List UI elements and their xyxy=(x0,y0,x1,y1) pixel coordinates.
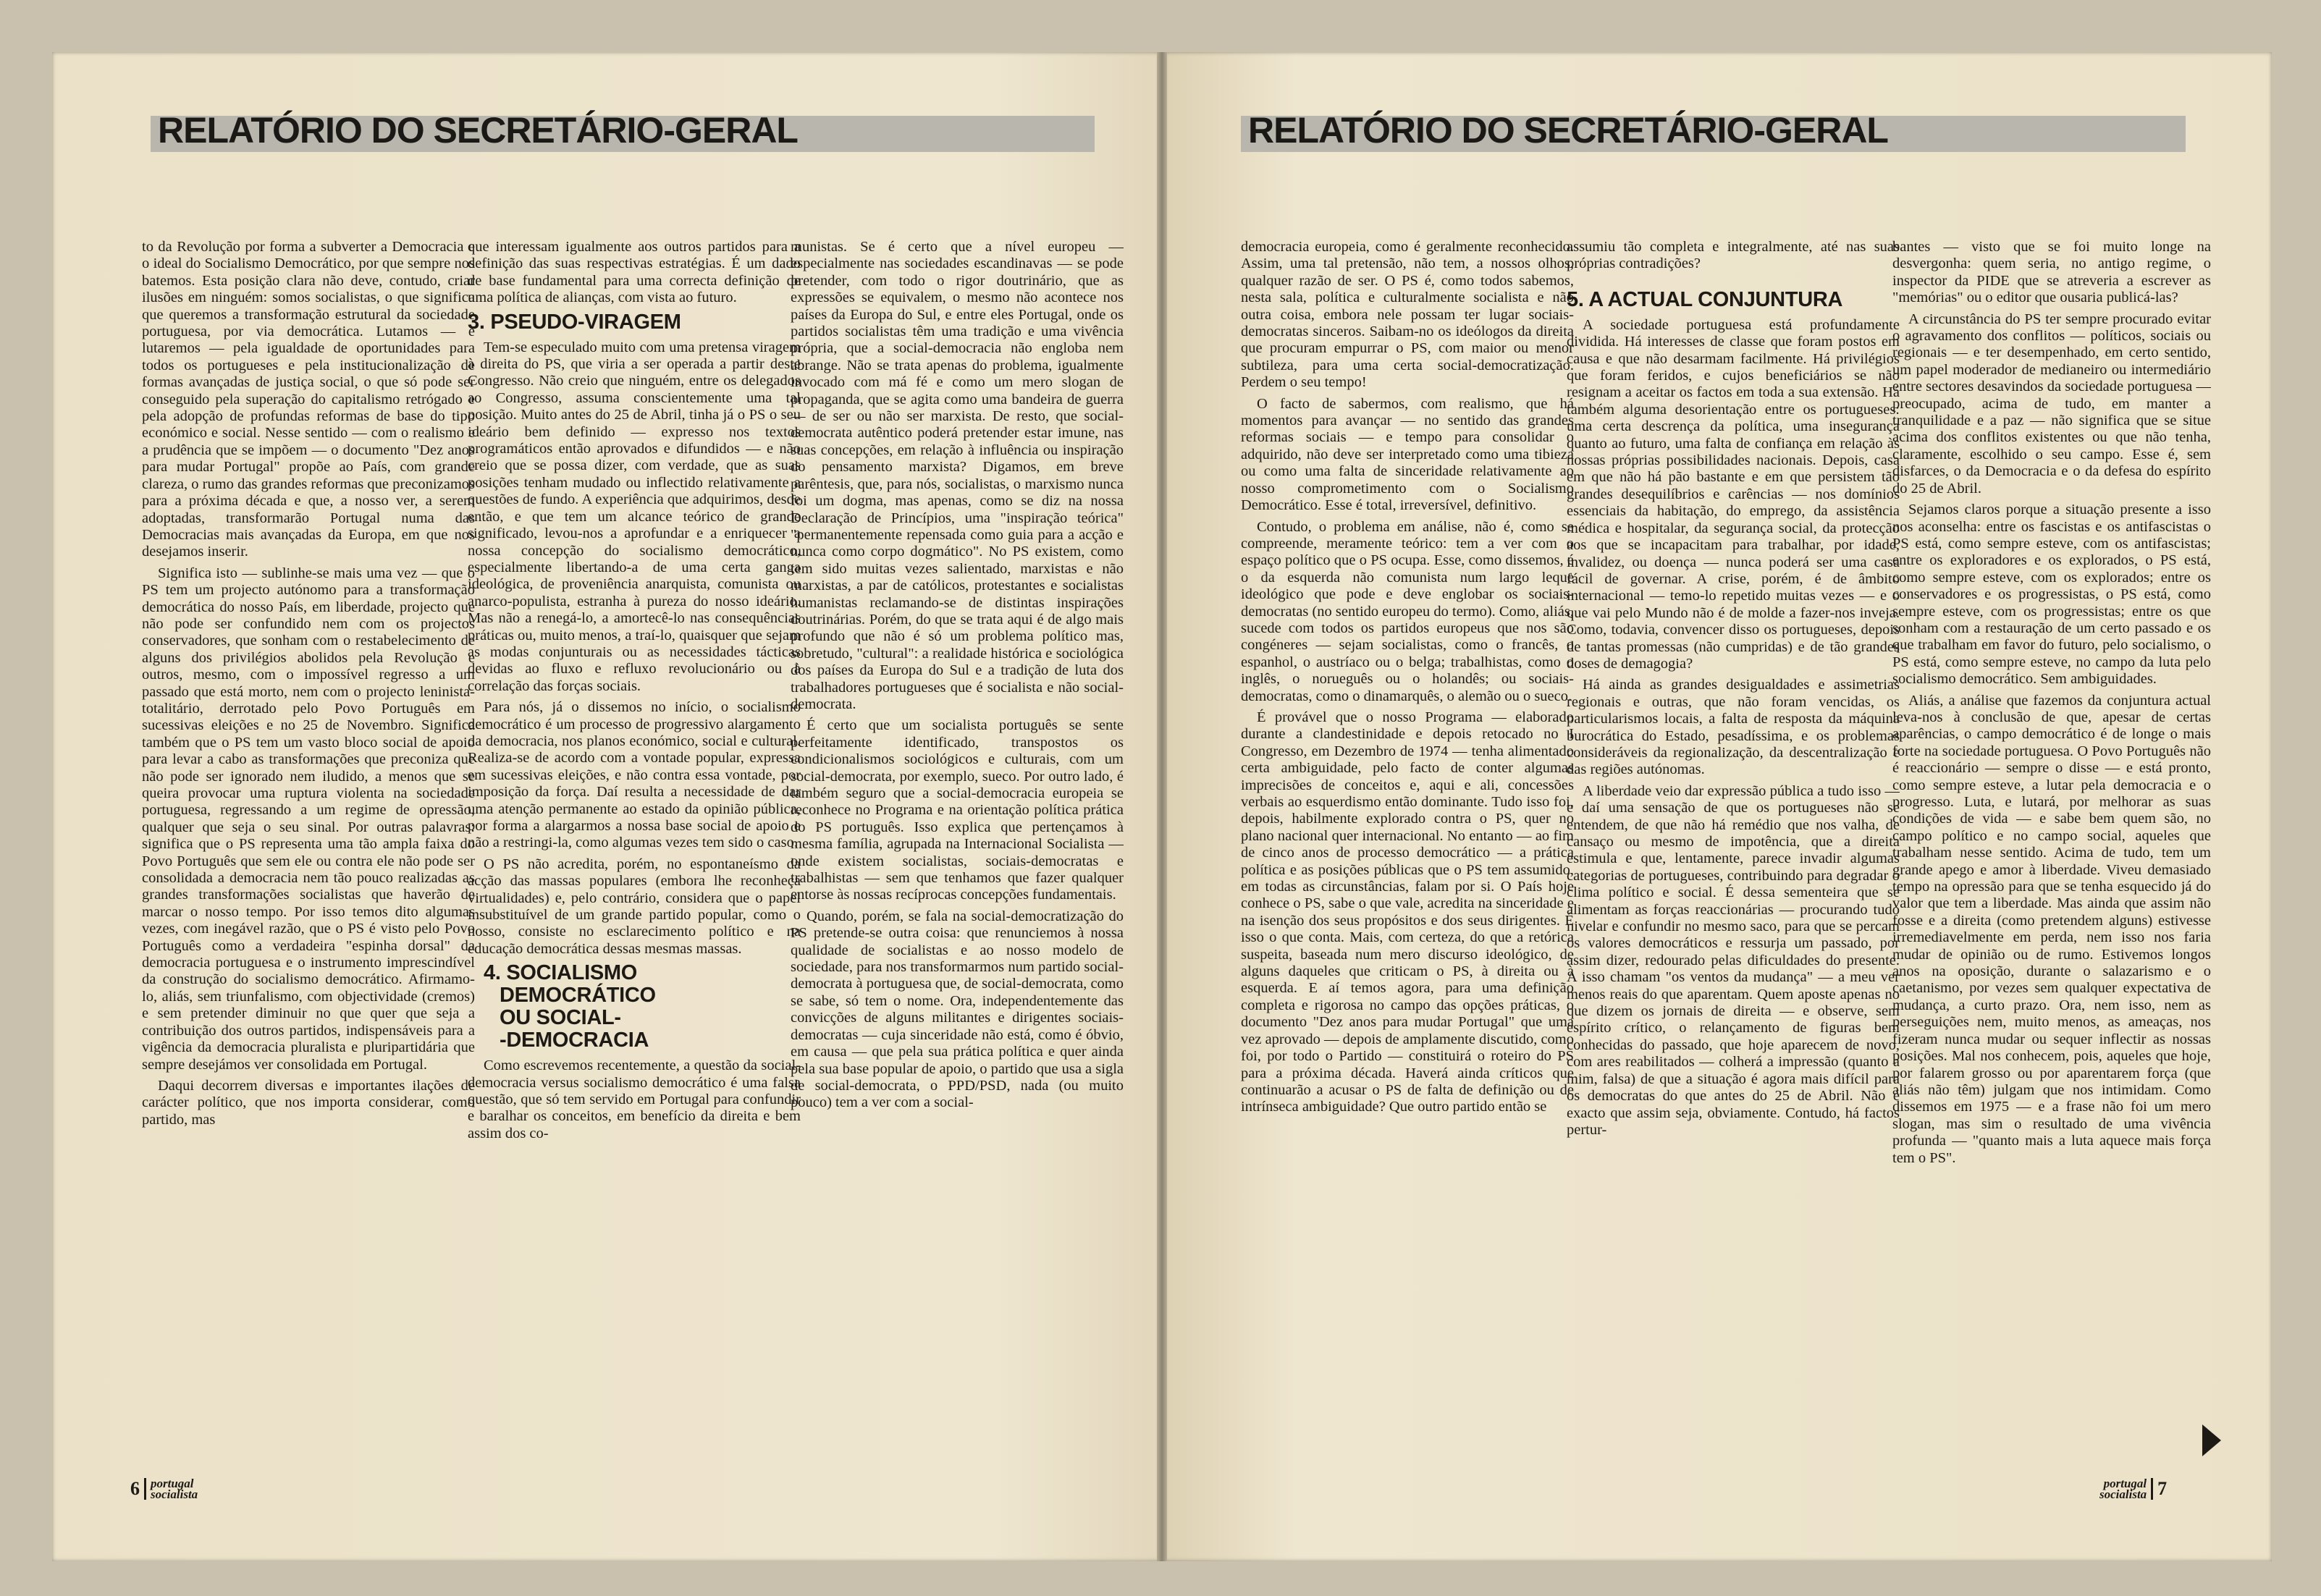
page-number-right: 7 xyxy=(2157,1478,2168,1499)
subheading-pseudo-viragem: 3. PSEUDO-VIRAGEM xyxy=(468,310,681,334)
folio-divider-right xyxy=(2151,1478,2153,1500)
page-number-left: 6 xyxy=(130,1478,140,1499)
column-6 xyxy=(1892,239,2211,1469)
paragraph: Há ainda as grandes desigualdades e assimetrias regionais e outras, que não foram vencidas, os particularismos locais, a falta de resposta da máquina burocrática do Estado, pesadíssima, e os problemas consideráveis da regionalização, da descentralização e das regiões autónomas. xyxy=(1567,677,1900,778)
paragraph: Tem-se especulado muito com uma pretensa viragem à direita do PS, que viria a ser operada a partir deste Congresso. Não creio que ninguém, entre os delegados ao Congresso, assuma conscientemente uma tal posição. Muito antes do 25 de Abril, tinha já o PS o seu ideário bem definido — expresso nos textos programáticos então aprovados e difundidos — e não creio que se possa dizer, com verdade, que as suas posições tenham mudado ou inflectido relativamente a questões de fundo. A experiência que adquirimos, desde então, e que tem um alcance teórico de grande significado, levou-nos a aprofundar e a enriquecer a nossa concepção do socialismo democrático, especialmente libertando-a de uma certa ganga ideológica, de proveniência anarquista, comunista ou anarco-populista, estranha à pureza do nosso ideário. Mas não a renegá-lo, a amortecê-lo nas consequências práticas ou, muito menos, a traí-lo, quaisquer que sejam as modas conjunturais ou as necessidades tácticas devidas ao fluxo e refluxo revolucionário ou à correlação das forças sociais. xyxy=(468,339,801,694)
paragraph: bantes — visto que se foi muito longe na desvergonha: quem seria, no antigo regime, o inspector da PIDE que se atreveria a escrever as "memórias" ou o editor que ousaria publicá-las? xyxy=(1892,239,2211,306)
folio-left xyxy=(130,1478,198,1500)
paragraph: Aliás, a análise que fazemos da conjuntura actual leva-nos à conclusão de que, apesar de certas aparências, o campo democrático é de longe o mais forte na sociedade portuguesa. O Povo Português não é reaccionário — sempre o disse — e está pronto, como sempre esteve, a lutar pela democracia e o progresso. Luta, e lutará, por melhorar as suas condições de vida — e sabe bem quem são, no campo político e no campo social, aqueles que trabalham nesse sentido. Acima de tudo, tem um grande apego e amor à liberdade. Viveu demasiado tempo na opressão para que se tenha esquecido já do valor que tem a liberdade. Mas ainda que assim não fosse e a direita (como pretendem alguns) estivesse irremediavelmente em perda, nem isso nos faria mudar de opinião ou de rumo. Estivemos longos anos na oposição, durante o salazarismo e o caetanismo, por vezes sem qualquer expectativa de mudança, a curto prazo. Ora, nem isso, nem as perseguições nem, muito menos, as ameaças, nos fizeram nunca mudar ou sequer inflectir as nossas posições. Mal nos conhecem, pois, aqueles que hoje, por falarem grosso ou por aparentarem força (que aliás não têm) julgam que nos intimidam. Como dissemos em 1975 — e a frase não foi um mero slogan, mas sim o resultado de uma vivência profunda — "quanto mais a luta aquece mais força tem o PS". xyxy=(1892,692,2211,1166)
paragraph: O PS não acredita, porém, no espontaneísmo da acção das massas populares (embora lhe reconheça virtualidades) e, pelo contrário, considera que o papel insubstituível de um grande partido popular, como o nosso, consiste no esclarecimento político e na educação democrática dessas mesmas massas. xyxy=(468,856,801,957)
paragraph: Contudo, o problema em análise, não é, como se compreende, meramente teórico: tem a ver com o espaço político que o PS ocupa. Esse, como dissemos, é o da esquerda não comunista num largo leque ideológico que pode e deve englobar os sociais-democratas (no sentido europeu do termo). Como, aliás, sucede com todos os partidos europeus que nos são congéneres — sejam socialistas, como o francês, o espanhol, o austríaco ou o belga; trabalhistas, como o inglês, o norueguês ou o holandês; ou sociais-democratas, como o dinamarquês, o alemão ou o sueco. xyxy=(1241,518,1574,704)
brand-logo-right: portugal socialista xyxy=(2099,1477,2147,1501)
paragraph: Quando, porém, se fala na social-democratização do PS pretende-se outra coisa: que renunciemos à nossa qualidade de socialistas e ao nosso modelo de sociedade, para nos transformarmos num partido social-democrata à portuguesa que, de social-democrata, como se sabe, só tem o nome. Ora, independentemente das convicções de alguns militantes e dirigentes sociais-democratas — cuja sinceridade não está, como é óbvio, em causa — que pela sua prática política e quer ainda pela sua base popular de apoio, o partido que usa a sigla de social-democrata, o PPD/PSD, nada (ou muito pouco) tem a ver com a social- xyxy=(791,908,1124,1111)
binding-gutter xyxy=(1157,52,1167,1561)
brand-logo-left: portugal socialista xyxy=(151,1477,198,1501)
heading-line: 4. SOCIALISMO xyxy=(484,961,638,985)
paragraph: assumiu tão completa e integralmente, até nas suas próprias contradições? xyxy=(1567,239,1900,272)
column-3 xyxy=(791,239,1124,1469)
column-5-intro xyxy=(1567,239,1900,273)
paragraph: Significa isto — sublinhe-se mais uma vez — que o PS tem um projecto autónomo para a transformação democrática do nosso País, em liberdade, projecto que não pode ser confundido nem com os projectos conservadores, que sonham com o restabelecimento de alguns dos privilégios abolidos pela Revolução e outros, mesmo, com o impossível regresso a um passado que está morto, nem com o projecto leninista-totalitário, derrotado pelo Povo Português em sucessivas eleições e no 25 de Novembro. Significa também que o PS tem um vasto bloco social de apoio para levar a cabo as transformações que preconiza que não pode ser ignorado nem iludido, a menos que se queira provocar uma ruptura violenta na sociedade portuguesa, regressando a um regime de opressão, qualquer que seja o seu sinal. Por outras palavras: significa que o PS representa uma tão ampla faixa do Povo Português que sem ele ou contra ele não pode ser consolidada a democracia nem tão pouco realizadas as grandes transformações socialistas que haverão de marcar o nosso tempo. Por isso temos dito algumas vezes, com inegável razão, que o PS é visto pelo Povo Português como a verdadeira "espinha dorsal" da democracia portuguesa e o instrumento imprescindível da construção do socialismo democrático. Afirmamo-lo, aliás, sem triunfalismo, com objectividade (cremos) e sem pretender diminuir no que quer que seja a contribuição dos outros partidos, indispensáveis para a vigência da democracia pluralista e pluripartidária que sempre desejámos ver consolidada em Portugal. xyxy=(142,565,475,1073)
folio-right xyxy=(2099,1478,2167,1500)
paragraph: É provável que o nosso Programa — elaborado durante a clandestinidade e depois retocado no I Congresso, em Dezembro de 1974 — tenha alimentado certa ambiguidade, pelo facto de conter algumas imprecisões de conceitos e, aqui e ali, concessões verbais ao esquerdismo então dominante. Tudo isso foi, depois, habilmente explorado contra o PS, quer no plano nacional quer internacional. No entanto — ao fim de cinco anos de processo democrático — a prática política e as posições públicas que o PS tem assumido, em todas as circunstâncias, falam por si. O País hoje conhece o PS, sabe o que vale, acredita na sinceridade e na isenção dos seus propósitos e dos seus dirigentes. É isso o que conta. Mais, com certeza, do que a retórica suspeita, baseada num mero discurso ideológico, de alguns daqueles que criticam o PS, à direita ou à esquerda. E aí temos agora, para uma definição completa e rigorosa no campo das opções práticas, o documento "Dez anos para mudar Portugal" que uma vez aprovado — depois de amplamente discutido, como foi, por todo o Partido — constituirá o roteiro do PS para a próxima década. Haverá ainda críticos que continuarão a acusar o PS de falta de definição ou de intrínseca ambiguidade? Que outro partido então se xyxy=(1241,709,1574,1115)
paragraph: to da Revolução por forma a subverter a Democracia e o ideal do Socialismo Democrático, por que sempre nos batemos. Esta posição clara não deve, contudo, criar ilusões em ninguém: somos socialistas, o que significa que queremos a transformação estrutural da sociedade portuguesa, por via democrática. Lutamos — e lutaremos — pela igualdade de oportunidades para todos os portugueses e pela institucionalização de formas avançadas de justiça social, o que só pode ser conseguido pela superação do capitalismo retrógado e pela adopção de profundas reformas de base do tipo económico e social. Nesse sentido — com o realismo e a prudência que se impõem — o documento "Dez anos para mudar Portugal" propõe ao País, com grande clareza, o rumo das grandes reformas que preconizamos para a próxima década e que, a nosso ver, a serem adoptadas, transformarão Portugal numa das Democracias mais avançadas da Europa, em que nos desejamos inserir. xyxy=(142,239,475,560)
column-2-intro xyxy=(468,239,801,307)
column-1 xyxy=(142,239,475,1469)
heading-line: DEMOCRÁTICO xyxy=(500,984,656,1008)
column-4 xyxy=(1241,239,1574,1469)
paragraph: Como escrevemos recentemente, a questão da social-democracia versus socialismo democrático é uma falsa questão, que só tem servido em Portugal para confundir e baralhar os conceitos, em benefício da direita e bem assim dos co- xyxy=(468,1057,801,1141)
subheading-socialismo-democratico xyxy=(468,962,801,1052)
paragraph: A circunstância do PS ter sempre procurado evitar o agravamento dos conflitos — políticos, sociais ou regionais — e ter desempenhado, em certo sentido, um papel moderador de medianeiro ou intermediário entre sectores desavindos da sociedade portuguesa — preocupado, acima de tudo, em manter a tranquilidade e a paz — não significa que se situe acima dos conflitos existentes ou que não tenha, claramente, escolhido o seu campo. Esse é, sem disfarces, o da Democracia e o da defesa do espírito do 25 de Abril. xyxy=(1892,311,2211,497)
paragraph: Sejamos claros porque a situação presente a isso nos aconselha: entre os fascistas e os antifascistas o PS está, como sempre esteve, com os antifascistas; entre os exploradores e os explorados, o PS está, como sempre esteve, com os explorados; entre os conservadores e os progressistas, o PS está, como sempre esteve, com os progressistas; entre os que sonham com a restauração de um certo passado e os que trabalham em favor do futuro, pelo socialismo, o PS está, como sempre esteve, no campo da luta pelo socialismo democrático. Sem ambiguidades. xyxy=(1892,502,2211,688)
paragraph: que interessam igualmente aos outros partidos para a definição das suas respectivas estratégias. É um dado de base fundamental para uma correcta definição de uma política de alianças, com vista ao futuro. xyxy=(468,239,801,306)
paragraph: O facto de sabermos, com realismo, que há momentos para avançar — no sentido das grandes reformas sociais — e tempo para consolidar o adquirido, não deve ser interpretado como uma tibieza ou como uma falta de sinceridade relativamente ao nosso comprometimento com o Socialismo Democrático. Esse é total, irreversível, definitivo. xyxy=(1241,395,1574,514)
paragraph: munistas. Se é certo que a nível europeu — especialmente nas sociedades escandinavas — se pode pretender, com todo o rigor doutrinário, que as expressões se equivalem, o mesmo não acontece nos países da Europa do Sul, e entre eles Portugal, onde os partidos socialistas têm uma tradição e uma vivência própria, que a social-democracia não engloba nem abrange. Não se trata apenas do problema, igualmente invocado com má fé e como um mero slogan de propaganda, que se agita como uma bandeira de guerra — de ser ou não ser marxista. De resto, que social-democrata autêntico poderá pretender estar imune, nas suas concepções, em relação à influência ou inspiração do pensamento marxista? Digamos, em breve parêntesis, que, para nós, socialistas, o marxismo nunca foi um dogma, mas apenas, como se diz na nossa Declaração de Princípios, uma "inspiração teórica" "permanentemente repensada como guia para a acção e nunca como corpo dogmático". No PS existem, como tem sido muitas vezes salientado, marxistas e não marxistas, a par de católicos, protestantes e socialistas humanistas reclamando-se de distintas inspirações doutrinárias. Porém, do que se trata aqui é de algo mais profundo que não é só um problema político mas, sobretudo, "cultural": a realidade histórica e sociológica dos países da Europa do Sul e a tradição de luta dos trabalhadores portugueses que é socialista e não social-democrata. xyxy=(791,239,1124,712)
paragraph: Para nós, já o dissemos no início, o socialismo democrático é um processo de progressivo alargamento da democracia, nos planos económico, social e cultural. Realiza-se de acordo com a vontade popular, expressa em sucessivas eleições, e não contra essa vontade, por imposição da força. Daí resulta a necessidade de dar uma atenção permanente ao estado da opinião pública, por forma a alargarmos a nossa base social de apoio e não a restringi-la, como algumas vezes tem sido o caso. xyxy=(468,699,801,851)
paragraph: democracia europeia, como é geralmente reconhecido. Assim, uma tal pretensão, não tem, a nossos olhos, qualquer razão de ser. O PS é, como todos sabemos, nesta sala, política e culturalmente socialista e não outra coisa, embora nele possam ter lugar sociais-democratas sinceros. Saibam-no os ideólogos da direita que procuram empurrar o PS, com maior ou menor subtileza, para uma certa social-democratização. Perdem o seu tempo! xyxy=(1241,239,1574,391)
column-5 xyxy=(1567,239,1900,1469)
paragraph: A sociedade portuguesa está profundamente dividida. Há interesses de classe que foram postos em causa e que não desarmam facilmente. Há privilégios que foram feridos, e cujos beneficiários se não resignam a aceitar os factos em toda a sua extensão. Há também alguma desorientação entre os portugueses: uma certa descrença da política, uma insegurança quanto ao futuro, uma falta de confiança em relação às nossas próprias possibilidades nacionais. Depois, casa em que não há pão bastante e em que persistem tão grandes desequilíbrios e carências — nos domínios essenciais da habitação, do emprego, da assistência médica e hospitalar, da segurança social, da protecção aos que se incapacitam para trabalhar, por idade, invalidez, ou doença — nunca poderá ser uma casa fácil de governar. A crise, porém, é de âmbito internacional — temo-lo repetido muitas vezes — e o que vai pelo Mundo não é de molde a fazer-nos inveja. Como, todavia, convencer disso os portugueses, depois de tantas promessas (não cumpridas) e de tão grandes doses de demagogia? xyxy=(1567,316,1900,672)
column-2 xyxy=(468,239,801,1469)
heading-line: -DEMOCRACIA xyxy=(500,1029,649,1052)
section-header-left: RELATÓRIO DO SECRETÁRIO-GERAL xyxy=(158,110,798,151)
paragraph: Daqui decorrem diversas e importantes ilações de carácter político, que nos importa considerar, como partido, mas xyxy=(142,1077,475,1128)
paragraph: É certo que um socialista português se sente perfeitamente identificado, transpostos os condicionalismos sociológicos e culturais, com um social-democrata, por exemplo, sueco. Por outro lado, é também seguro que a social-democracia europeia se reconhece no Programa e na orientação política prática do PS português. Isso explica que pertençamos à mesma família, agrupada na Internacional Socialista — onde existem socialistas, sociais-democratas e trabalhistas — sem que tenhamos que fazer qualquer entorse às nossas recíprocas concepções fundamentais. xyxy=(791,717,1124,903)
column-5-body xyxy=(1567,317,1900,1139)
column-2-tail xyxy=(468,1057,801,1142)
section-header-right: RELATÓRIO DO SECRETÁRIO-GERAL xyxy=(1248,110,1888,151)
heading-line: OU SOCIAL- xyxy=(500,1006,621,1030)
subheading-actual-conjuntura: 5. A ACTUAL CONJUNTURA xyxy=(1567,287,1843,311)
folio-divider-left xyxy=(144,1478,146,1500)
paragraph: A liberdade veio dar expressão pública a tudo isso — e daí uma sensação de que os portugueses não se entendem, de que não há remédio que nos valha, de cansaço ou mesmo de impotência, que a direita estimula e que, lentamente, parece invadir algumas categorias de portugueses, contribuindo para degradar o clima político e social. É dessa sementeira que se alimentam as forças reaccionárias — procurando tudo nivelar e confundir no mesmo saco, para que se percam os valores democráticos e ressurja um passado, por assim dizer, redourado pelas dificuldades do presente. A isso chamam "os ventos da mudança" — a meu ver menos reais do que aparentam. Quem aposte apenas no que dizem os jornais de direita — e observe, sem espírito crítico, o relançamento de figuras bem conhecidas do passado, que hoje aparecem de novo, com ares reabilitados — colherá a impressão (quanto a mim, falsa) de que a situação é agora mais difícil para os democratas do que antes do 25 de Abril. Não é exacto que assim seja, obviamente. Contudo, há factos pertur- xyxy=(1567,782,1900,1138)
column-2-body xyxy=(468,339,801,958)
continue-arrow-icon xyxy=(2202,1424,2221,1456)
